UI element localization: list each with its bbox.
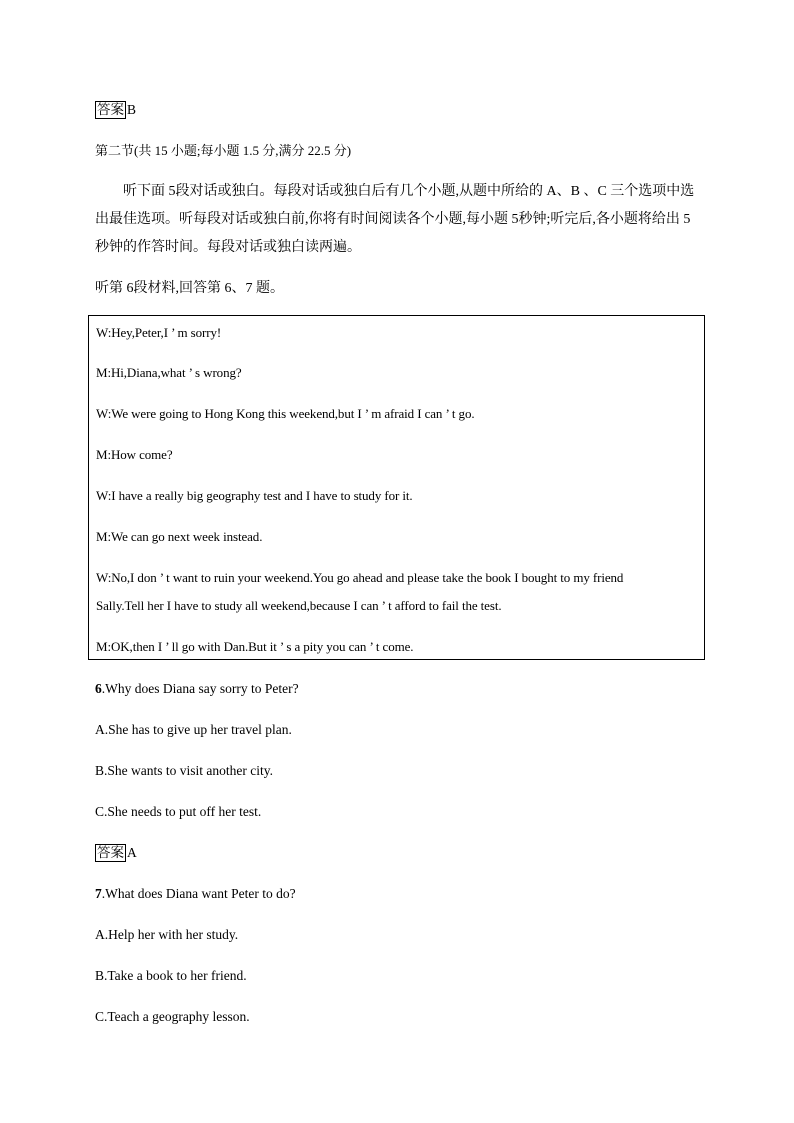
answer-value: A — [127, 845, 137, 860]
question-number: 7 — [95, 886, 102, 901]
answer-line-1 — [95, 101, 136, 119]
question-text: .Why does Diana say sorry to Peter? — [101, 681, 299, 696]
instructions-paragraph — [95, 178, 697, 262]
dialogue-line: M:How come? — [96, 447, 173, 462]
dialogue-box — [88, 315, 705, 660]
question-7-option-c: C.Teach a geography lesson. — [95, 1009, 250, 1024]
instructions-line-1: 听下面 5段对话或独白。每段对话或独白后有几个小题,从题中所给的 A、B 、C 三个选项中选 — [123, 184, 695, 199]
dialogue-line: W:We were going to Hong Kong this weekend,but I ’ m afraid I can ’ t go. — [96, 406, 475, 421]
question-6 — [95, 680, 299, 698]
dialogue-line: W:Hey,Peter,I ’ m sorry! — [96, 325, 222, 340]
dialogue-line: W:No,I don ’ t want to ruin your weekend.You go ahead and please take the book I bought to my friend — [96, 570, 624, 585]
question-6-option-a: A.She has to give up her travel plan. — [95, 722, 292, 737]
question-text: .What does Diana want Peter to do? — [101, 886, 296, 901]
instructions-line-3: 秒钟的作答时间。每段对话或独白读两遍。 — [95, 240, 361, 255]
dialogue-line: W:I have a really big geography test and I have to study for it. — [96, 488, 413, 503]
dialogue-line: M:OK,then I ’ ll go with Dan.But it ’ s a pity you can ’ t come. — [96, 639, 414, 654]
question-number: 6 — [95, 681, 102, 696]
dialogue-line: M:We can go next week instead. — [96, 529, 263, 544]
dialogue-line: Sally.Tell her I have to study all weekend,because I can ’ t afford to fail the test. — [96, 598, 502, 613]
material-intro: 听第 6段材料,回答第 6、7 题。 — [95, 281, 284, 296]
section-title: 第二节(共 15 小题;每小题 1.5 分,满分 22.5 分) — [95, 143, 352, 158]
question-7-option-a: A.Help her with her study. — [95, 927, 239, 942]
answer-tag: 答案 — [97, 102, 124, 117]
instructions-line-2: 出最佳选项。听每段对话或独白前,你将有时间阅读各个小题,每小题 5秒钟;听完后,各小题将给出 5 — [95, 212, 691, 227]
answer-value: B — [127, 102, 137, 117]
question-6-option-c: C.She needs to put off her test. — [95, 804, 262, 819]
answer-tag: 答案 — [97, 845, 124, 860]
question-7 — [95, 885, 296, 903]
question-6-option-b: B.She wants to visit another city. — [95, 763, 273, 778]
dialogue-line: M:Hi,Diana,what ’ s wrong? — [96, 365, 242, 380]
answer-line-6 — [95, 844, 137, 862]
question-7-option-b: B.Take a book to her friend. — [95, 968, 247, 983]
